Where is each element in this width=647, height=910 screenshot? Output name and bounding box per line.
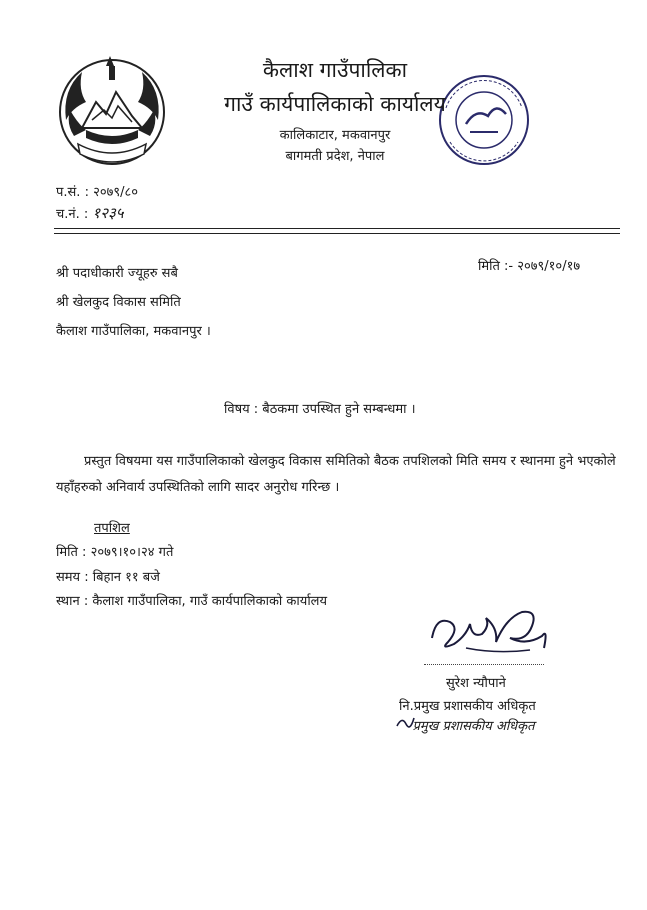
office-address: कालिकाटार, मकवानपुर: [279, 128, 391, 143]
signatory-name: सुरेश न्यौपाने: [446, 676, 506, 691]
signatory-stamp: [396, 716, 535, 734]
stamp-text: प्रमुख प्रशासकीय अधिकृत: [412, 719, 535, 734]
nepal-emblem-icon: [52, 50, 172, 170]
letter-body: प्रस्तुत विषयमा यस गाउँपालिकाको खेलकुद विकास समितिको बैठक तपशिलको मिति समय र स्थानमा हुने भएकोले यहाँहरुको अनिवार्य उपस्थितिको लागि सादर अनुरोध गरिन्छ ।: [56, 454, 616, 495]
chalani-number: [56, 203, 124, 223]
patra-value: २०७९/८०: [93, 185, 139, 200]
office-province: बागमती प्रदेश, नेपाल: [285, 149, 385, 164]
office-subtitle: गाउँ कार्यपालिकाको कार्यालय: [224, 92, 446, 116]
signature-icon: [426, 598, 552, 670]
addressee-line: श्री खेलकुद विकास समिति: [56, 295, 181, 310]
header-divider-thin: [54, 233, 620, 234]
signatory-title: नि.प्रमुख प्रशासकीय अधिकृत: [399, 699, 536, 714]
chalani-value: १२३५: [92, 204, 124, 222]
addressee-line: कैलाश गाउँपालिका, मकवानपुर ।: [56, 324, 211, 339]
addressee-line: श्री पदाधीकारी ज्यूहरु सबै: [56, 266, 178, 281]
signature-line: [424, 664, 544, 665]
meeting-place: स्थान : कैलाश गाउँपालिका, गाउँ कार्यपालिकाको कार्यालय: [56, 594, 328, 609]
letter-date: मिति :- २०७९/१०/१७: [478, 259, 581, 274]
header-divider: [54, 228, 620, 229]
chalani-label: च.नं. :: [56, 207, 89, 222]
patra-label: प.सं. :: [56, 185, 89, 200]
meeting-time: समय : बिहान ११ बजे: [56, 570, 160, 585]
office-name: कैलाश गाउँपालिका: [262, 58, 408, 82]
patra-sankhya: [56, 182, 138, 200]
meeting-date: मिति : २०७९।१०।२४ गते: [56, 545, 174, 560]
details-heading: तपशिल: [94, 521, 130, 536]
letter-subject: विषय : बैठकमा उपस्थित हुने सम्बन्धमा ।: [224, 402, 416, 417]
